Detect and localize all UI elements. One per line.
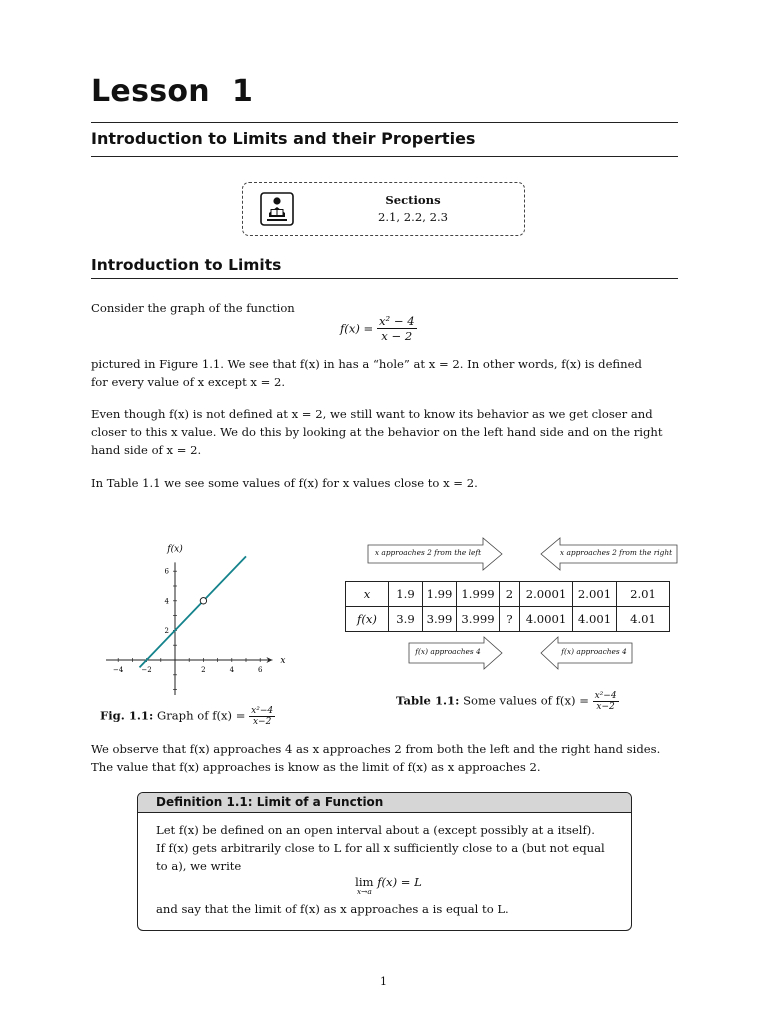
observation-paragraph <box>91 740 681 776</box>
figure-caption-text: Graph of f(x) = <box>156 708 246 723</box>
table-cell: 2.01 <box>617 582 670 607</box>
table-cell: 1.99 <box>423 582 457 607</box>
intro-text-3a: Even though f(x) is not defined at x = 2, we still want to know its behavior as we get closer and <box>91 407 653 421</box>
figure-caption-numerator: x²−4 <box>251 706 274 716</box>
lesson-subtitle: Introduction to Limits and their Properties <box>91 129 476 148</box>
y-tick-label: 4 <box>164 597 169 606</box>
table-cell: ? <box>500 607 520 632</box>
equation-fraction <box>377 314 417 343</box>
table-cell: x <box>346 582 389 607</box>
subtitle-rule <box>91 156 678 157</box>
arrow-bottom-right-label: f(x) approaches 4 <box>561 647 627 656</box>
title-rule <box>91 122 678 123</box>
sections-heading: Sections <box>385 193 441 207</box>
table-caption-denominator: x−2 <box>596 702 615 712</box>
limit-subscript: x→a <box>356 887 372 896</box>
sections-box <box>242 182 525 236</box>
table-row <box>346 582 670 607</box>
graph-ticks <box>113 568 263 690</box>
table-row <box>346 607 670 632</box>
definition-body <box>156 821 621 918</box>
intro-text-2a: pictured in Figure 1.1. We see that f(x) in has a “hole” at x = 2. In other words, f(x) is defined <box>91 357 642 371</box>
table-cell: 2.0001 <box>520 582 573 607</box>
intro-text-3c: hand side of x = 2. <box>91 443 202 457</box>
figure-caption <box>100 706 275 727</box>
intro-text-4: In Table 1.1 we see some values of f(x) for x values close to x = 2. <box>91 476 478 490</box>
x-tick-label: 4 <box>229 666 235 674</box>
y-tick-label: 2 <box>164 626 169 635</box>
function-graph <box>95 520 295 695</box>
table-caption <box>396 691 619 712</box>
x-tick-label: −2 <box>141 666 152 674</box>
observation-text-2: The value that f(x) approaches is know as the limit of f(x) as x approaches 2. <box>91 760 541 774</box>
arrow-left-approach-label: x approaches 2 from the left <box>374 548 482 557</box>
definition-text-4: and say that the limit of f(x) as x approaches a is equal to L. <box>156 902 509 916</box>
lesson-title <box>91 74 253 109</box>
equation-lhs: f(x) = <box>340 321 374 336</box>
graph-series <box>140 556 247 667</box>
table-cell: 4.001 <box>573 607 617 632</box>
intro-paragraph-3 <box>91 405 681 459</box>
limit-body: f(x) = L <box>377 875 422 889</box>
table-cell: 3.999 <box>457 607 500 632</box>
table-caption-text: Some values of f(x) = <box>463 693 589 708</box>
table-caption-fraction <box>593 691 619 712</box>
definition-box <box>137 792 632 931</box>
x-axis-label: x <box>280 656 286 666</box>
x-tick-label: 2 <box>201 666 206 674</box>
function-equation <box>340 314 417 343</box>
page-number: 1 <box>380 975 387 988</box>
lesson-number: 1 <box>231 74 254 109</box>
observation-text-1: We observe that f(x) approaches 4 as x approaches 2 from both the left and the right hand sides. <box>91 742 661 756</box>
intro-paragraph-2 <box>91 355 681 391</box>
y-axis-label: f(x) <box>167 544 183 555</box>
arrow-bottom-left-label: f(x) approaches 4 <box>415 647 481 656</box>
figure-caption-fraction <box>249 706 275 727</box>
hole-marker <box>200 598 206 604</box>
figure-caption-label: Fig. 1.1: <box>100 708 154 723</box>
reader-icon <box>260 192 294 226</box>
limit-operator <box>355 876 373 896</box>
equation-denominator: x − 2 <box>381 329 413 343</box>
section-heading: Introduction to Limits <box>91 256 282 274</box>
equation-numerator: x² − 4 <box>378 314 415 328</box>
table-caption-numerator: x²−4 <box>594 691 617 701</box>
definition-title: Definition 1.1: Limit of a Function <box>138 793 631 813</box>
table-cell: 4.0001 <box>520 607 573 632</box>
intro-text-1: Consider the graph of the function <box>91 301 295 315</box>
function-line <box>140 556 247 667</box>
limit-word: lim <box>355 875 374 889</box>
figure-caption-denominator: x−2 <box>252 717 272 727</box>
lesson-word: Lesson <box>91 74 210 109</box>
values-table <box>345 581 670 632</box>
table-cell: 1.9 <box>389 582 423 607</box>
definition-text-1: Let f(x) be defined on an open interval about a (except possibly at a itself). <box>156 823 595 837</box>
sections-list: 2.1, 2.2, 2.3 <box>377 210 449 224</box>
x-tick-label: 6 <box>257 666 263 674</box>
table-cell: 1.999 <box>457 582 500 607</box>
limit-expression <box>156 876 621 896</box>
table-cell: 2 <box>500 582 520 607</box>
definition-text-2: If f(x) gets arbitrarily close to L for all x sufficiently close to a (but not equal <box>156 841 605 855</box>
intro-paragraph-4 <box>91 474 681 492</box>
table-caption-label: Table 1.1: <box>396 693 460 708</box>
x-tick-label: −4 <box>113 666 124 674</box>
table-cell: 3.9 <box>389 607 423 632</box>
definition-text-3: to a), we write <box>156 859 242 873</box>
table-cell: 3.99 <box>423 607 457 632</box>
intro-text-2b: for every value of x except x = 2. <box>91 375 286 389</box>
table-cell: 4.01 <box>617 607 670 632</box>
table-cell: 2.001 <box>573 582 617 607</box>
intro-text-3b: closer to this x value. We do this by looking at the behavior on the left hand side and on the right <box>91 425 663 439</box>
y-tick-label: 6 <box>164 567 169 576</box>
arrow-right-approach-label: x approaches 2 from the right <box>559 548 673 557</box>
table-cell: f(x) <box>346 607 389 632</box>
section-rule <box>91 278 678 279</box>
